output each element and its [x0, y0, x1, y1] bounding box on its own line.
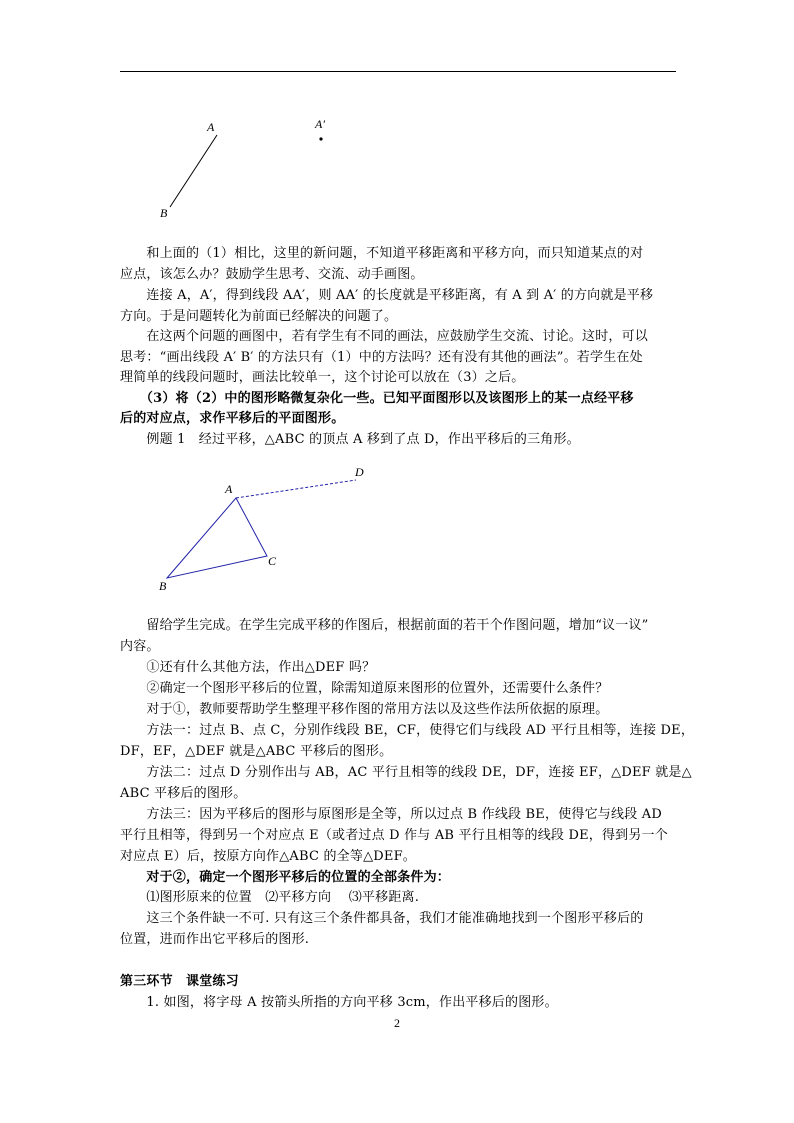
conditions-line: ⑴图形原来的位置 ⑵平移方向 ⑶平移距离.	[120, 890, 420, 905]
segment-ad-dashed	[236, 480, 356, 498]
paragraph-line: 思考：“画出线段 A′ B′ 的方法只有（1）中的方法吗？还有没有其他的画法”。若学生在处	[120, 350, 643, 365]
paragraph-line: 应点，该怎么办？鼓励学生思考、交流、动手画图。	[120, 267, 424, 282]
paragraph-line: 对于①，教师要帮助学生整理平移作图的常用方法以及这些作法所依据的原理。	[120, 702, 609, 717]
label-a: A	[225, 482, 233, 496]
label-a-prime: A′	[315, 117, 325, 131]
paragraph-line: 和上面的（1）相比，这里的新问题，不知道平移距离和平移方向，而只知道某点的对	[120, 246, 644, 261]
section-heading: 第三环节 课堂练习	[120, 974, 239, 989]
figure-triangle-abc	[150, 462, 380, 597]
point-a-prime	[319, 137, 322, 140]
triangle-abc	[167, 498, 267, 578]
method-line: 平行且相等，得到另一个对应点 E（或者过点 D 作与 AB 平行且相等的线段 DE，得到另一个	[120, 828, 668, 843]
paragraph-line: 留给学生完成。在学生完成平移的作图后，根据前面的若干个作图问题，增加“议一议”	[120, 618, 649, 633]
method-line: 对应点 E）后，按原方向作△ABC 的全等△DEF。	[120, 849, 417, 864]
label-a: A	[207, 120, 215, 134]
paragraph-line: 方向。于是问题转化为前面已经解决的问题了。	[120, 309, 398, 324]
figure-segment-ab	[150, 112, 350, 222]
label-b: B	[160, 206, 168, 220]
example-line: 例题 1 经过平移，△ABC 的顶点 A 移到了点 D，作出平移后的三角形。	[120, 432, 580, 447]
method-line: 方法三：因为平移后的图形与原图形是全等，所以过点 B 作线段 BE，使得它与线段 AD	[120, 807, 662, 822]
method-line: 方法一：过点 B、点 C，分别作线段 BE，CF，使得它们与线段 AD 平行且相等，连接 DE，	[120, 723, 695, 738]
header-rule	[120, 71, 676, 72]
bold-conclusion-line: 对于②，确定一个图形平移后的位置的全部条件为：	[120, 870, 451, 885]
paragraph-line: 理简单的线段问题时，画法比较单一，这个讨论可以放在（3）之后。	[120, 370, 525, 385]
segment-ab	[170, 135, 217, 207]
exercise-line: 1. 如图，将字母 A 按箭头所指的方向平移 3cm，作出平移后的图形。	[120, 995, 558, 1010]
paragraph-line: 内容。	[120, 639, 160, 654]
method-line: 方法二：过点 D 分别作出与 AB，AC 平行且相等的线段 DE，DF，连接 EF，△DEF 就是△	[120, 765, 692, 780]
question-line: ①还有什么其他方法，作出△DEF 吗？	[120, 660, 376, 675]
label-b: B	[159, 579, 167, 593]
paragraph-line: 连接 A，A′，得到线段 AA′，则 AA′ 的长度就是平移距离，有 A 到 A′ 的方向就是平移	[120, 288, 654, 303]
method-line: ABC 平移后的图形。	[120, 786, 247, 801]
paragraph-line: 这三个条件缺一不可. 只有这三个条件都具备，我们才能准确地找到一个图形平移后的	[120, 911, 644, 926]
question-line: ②确定一个图形平移后的位置，除需知道原来图形的位置外，还需要什么条件？	[120, 681, 609, 696]
label-c: C	[268, 554, 277, 568]
bold-heading-line: 后的对应点，求作平移后的平面图形。	[120, 411, 345, 426]
method-line: DF，EF，△DEF 就是△ABC 平移后的图形。	[120, 744, 393, 759]
bold-heading-line: （3）将（2）中的图形略微复杂化一些。已知平面图形以及该图形上的某一点经平移	[120, 391, 634, 406]
paragraph-line: 位置，进而作出它平移后的图形.	[120, 932, 310, 947]
label-d: D	[355, 465, 364, 479]
paragraph-line: 在这两个问题的画图中，若有学生有不同的画法，应鼓励学生交流、讨论。这时，可以	[120, 329, 649, 344]
page-number: 2	[394, 1016, 400, 1030]
